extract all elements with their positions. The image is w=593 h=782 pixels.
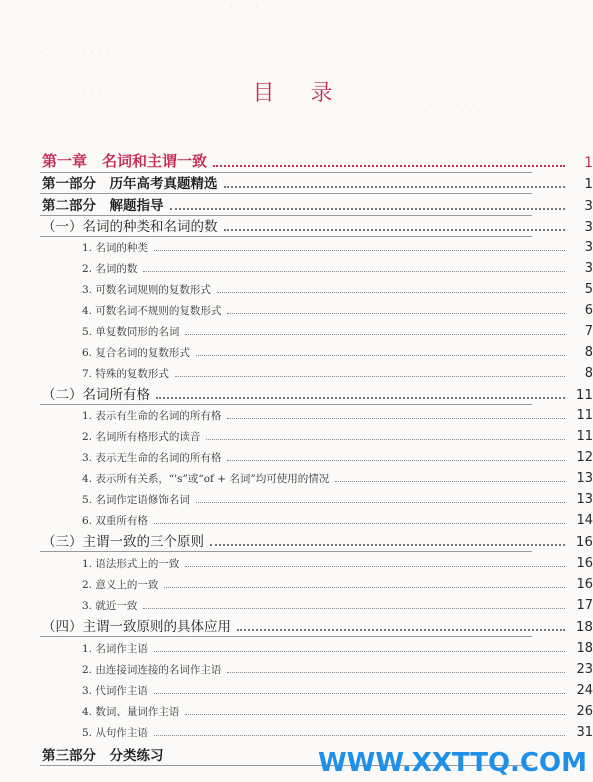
toc-entry-item[interactable]: [0, 255, 593, 276]
toc-entry-label: 3. 表示无生命的名词的所有格: [82, 452, 222, 464]
toc-entry-item[interactable]: [0, 444, 593, 465]
toc-page-number: 3: [584, 240, 593, 255]
toc-leader-dots: [156, 396, 565, 399]
toc-page-number: 7: [584, 324, 593, 339]
toc-entry-item[interactable]: [0, 656, 593, 677]
toc-entry-label: （三）主谓一致的三个原则: [42, 534, 204, 550]
toc-entry-label: 第三部分 分类练习: [42, 748, 164, 764]
page-title: [0, 76, 593, 107]
toc-leader-dots: [335, 480, 565, 482]
toc-entry-item[interactable]: [0, 698, 593, 719]
toc-leader-dots: [227, 671, 565, 673]
toc-page-number: 17: [576, 598, 593, 613]
toc-entry-label: （一）名词的种类和名词的数: [42, 219, 218, 235]
toc-entry-label: 3. 代词作主语: [82, 685, 148, 697]
toc-leader-dots: [224, 228, 566, 231]
toc-leader-dots: [154, 650, 565, 652]
toc-leader-dots: [154, 249, 565, 251]
toc-entry-label: （四）主谓一致原则的具体应用: [42, 619, 231, 635]
toc-entry-label: 2. 意义上的一致: [82, 579, 159, 591]
toc-entry-item[interactable]: [0, 635, 593, 656]
toc-page-number: 13: [576, 492, 593, 507]
toc-entry-label: 3. 可数名词规则的复数形式: [82, 284, 211, 296]
toc-page-number: 1: [584, 155, 593, 171]
toc-entry-item[interactable]: [0, 719, 593, 740]
toc-entry-label: 7. 特殊的复数形式: [82, 368, 169, 380]
toc-leader-dots: [154, 692, 565, 694]
toc-entry-section[interactable]: [0, 382, 593, 403]
toc-entry-label: 5. 从句作主语: [82, 727, 148, 739]
toc-entry-label: 第一章 名词和主谓一致: [42, 152, 208, 170]
toc-leader-dots: [185, 713, 565, 715]
toc-page-number: 11: [576, 429, 593, 444]
toc-page-number: 3: [584, 219, 593, 235]
bleed-through-text: · · · · · · · · · ·: [40, 48, 120, 59]
toc-entry-label: 4. 数词、量词作主语: [82, 706, 180, 718]
toc-entry-part[interactable]: [0, 193, 593, 214]
toc-entry-label: 2. 名词的数: [82, 263, 138, 275]
toc-entry-item[interactable]: [0, 360, 593, 381]
toc-leader-dots: [143, 270, 565, 272]
toc-page-number: 3: [584, 261, 593, 276]
toc-entry-label: 2. 由连接词连接的名词作主语: [82, 664, 222, 676]
toc-entry-section[interactable]: [0, 614, 593, 635]
toc-entry-label: （二）名词所有格: [42, 387, 150, 403]
toc-page-number: 3: [584, 198, 593, 214]
toc-page-number: 18: [576, 641, 593, 656]
toc-entry-label: 4. 表示所有关系，“'s”或“of + 名词”均可使用的情况: [82, 473, 330, 485]
toc-entry-label: 6. 复合名词的复数形式: [82, 347, 190, 359]
toc-entry-item[interactable]: [0, 486, 593, 507]
toc-entry-label: 3. 就近一致: [82, 600, 138, 612]
toc-page-number: 24: [576, 683, 593, 698]
toc-entry-item[interactable]: [0, 550, 593, 571]
toc-entry-chapter[interactable]: [0, 150, 593, 171]
toc-leader-dots: [217, 291, 565, 293]
toc-leader-dots: [210, 543, 565, 546]
toc-leader-dots: [196, 354, 565, 356]
toc-entry-item[interactable]: [0, 677, 593, 698]
bleed-through-text: · · · ·: [230, 2, 260, 13]
toc-page-number: 8: [584, 345, 593, 360]
toc-leader-dots: [224, 185, 566, 188]
toc-entry-label: 1. 名词的种类: [82, 242, 148, 254]
toc-leader-dots: [164, 586, 565, 588]
toc-leader-dots: [154, 522, 565, 524]
title-char: 录: [310, 81, 341, 106]
toc-entry-item[interactable]: [0, 318, 593, 339]
toc-page-number: 18: [575, 619, 593, 635]
toc-entry-label: 2. 名词所有格形式的读音: [82, 431, 201, 443]
toc-page-number: 31: [576, 725, 593, 740]
site-watermark: WWW.XXTTQ.COM: [318, 748, 587, 778]
toc-entry-label: 第二部分 解题指导: [42, 198, 164, 214]
toc-entry-item[interactable]: [0, 465, 593, 486]
toc-page-number: 5: [584, 282, 593, 297]
toc-leader-dots: [237, 628, 565, 631]
toc-entry-item[interactable]: [0, 592, 593, 613]
toc-page-number: 16: [576, 577, 593, 592]
toc-leader-dots: [227, 459, 565, 461]
toc-leader-dots: [185, 333, 565, 335]
toc-leader-dots: [154, 734, 565, 736]
toc-entry-item[interactable]: [0, 234, 593, 255]
toc-entry-item[interactable]: [0, 402, 593, 423]
toc-leader-dots: [206, 438, 565, 440]
toc-entry-item[interactable]: [0, 276, 593, 297]
toc-entry-label: 1. 名词作主语: [82, 643, 148, 655]
toc-entry-item[interactable]: [0, 339, 593, 360]
toc-entry-item[interactable]: [0, 571, 593, 592]
toc-page-number: 23: [576, 662, 593, 677]
toc-page-number: 8: [584, 366, 593, 381]
toc-entry-item[interactable]: [0, 297, 593, 318]
toc-page-number: 11: [575, 387, 593, 403]
toc-leader-dots: [227, 417, 565, 419]
toc-leader-dots: [143, 607, 565, 609]
toc-leader-dots: [213, 164, 565, 167]
toc-entry-label: 5. 名词作定语修饰名词: [82, 494, 190, 506]
toc-entry-label: 5. 单复数同形的名词: [82, 326, 180, 338]
title-char: 目: [252, 81, 283, 106]
toc-page-number: 6: [584, 303, 593, 318]
toc-leader-dots: [175, 375, 565, 377]
toc-leader-dots: [196, 501, 565, 503]
bleed-through-text: · · · · · ·: [430, 100, 476, 111]
toc-entry-label: 6. 双重所有格: [82, 515, 148, 527]
toc-page-number: 13: [576, 471, 593, 486]
toc-leader-dots: [185, 565, 565, 567]
toc-entry-part[interactable]: [0, 171, 593, 192]
bleed-through-text: · · · · · · · ·: [40, 86, 103, 97]
toc-page-number: 26: [576, 704, 593, 719]
toc-entry-section[interactable]: [0, 214, 593, 235]
toc-entry-item[interactable]: [0, 507, 593, 528]
toc-leader-dots: [227, 312, 565, 314]
toc-page-number: 11: [576, 408, 593, 423]
toc-page-number: 16: [575, 534, 593, 550]
toc-entry-label: 第一部分 历年高考真题精选: [42, 176, 218, 192]
toc-page-number: 1: [584, 176, 593, 192]
toc-leader-dots: [170, 207, 566, 210]
toc-page-number: 16: [576, 556, 593, 571]
toc-entry-label: 4. 可数名词不规则的复数形式: [82, 305, 222, 317]
toc-page-number: 14: [576, 513, 593, 528]
toc-page-number: 12: [576, 450, 593, 465]
toc-entry-label: 1. 语法形式上的一致: [82, 558, 180, 570]
toc-entry-label: 1. 表示有生命的名词的所有格: [82, 410, 222, 422]
toc-entry-item[interactable]: [0, 423, 593, 444]
toc-entry-section[interactable]: [0, 529, 593, 550]
